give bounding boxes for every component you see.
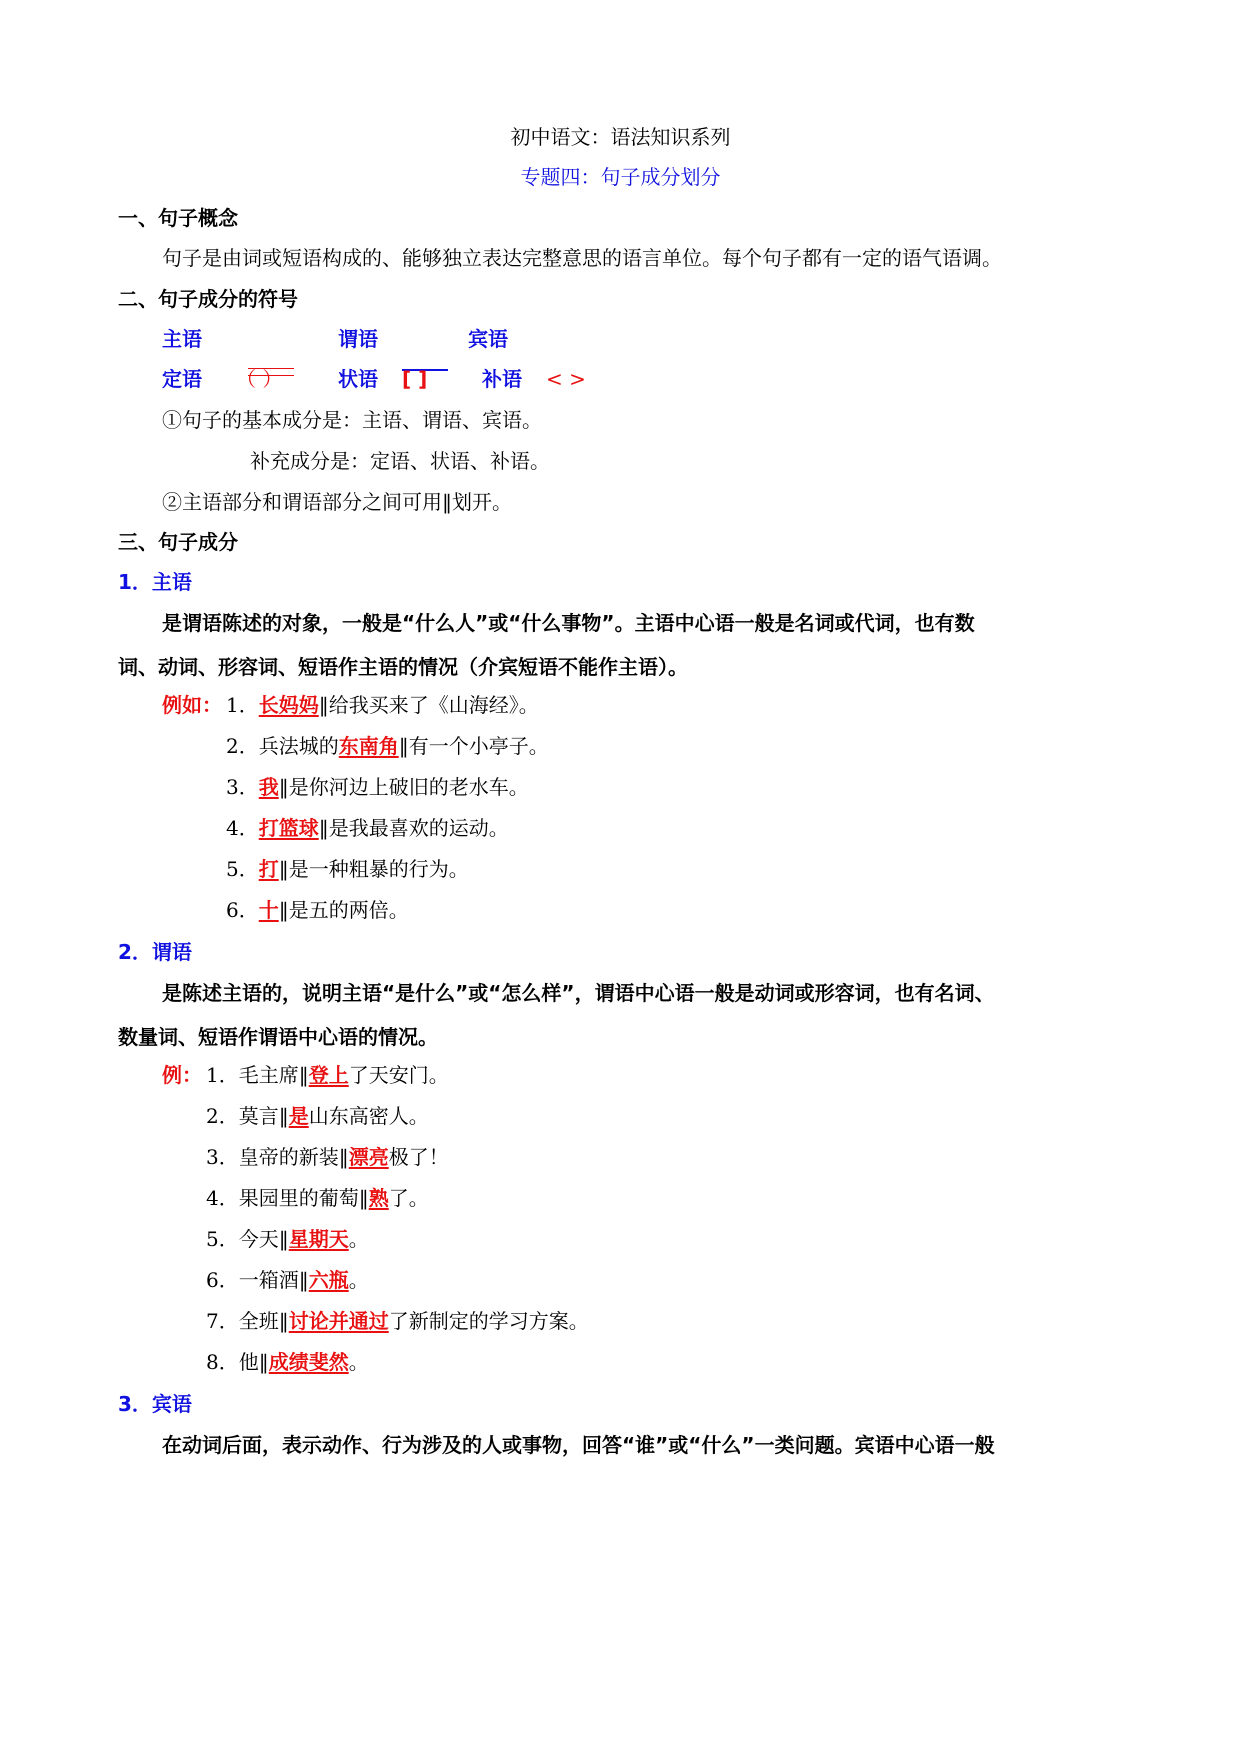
section-2-note-2: ②主语部分和谓语部分之间可用‖划开。 (162, 490, 512, 514)
predicate-example-key: 是 (288, 1104, 309, 1128)
doc-title: 初中语文：语法知识系列 (510, 125, 731, 149)
subject-example-key: 长妈妈 (258, 693, 319, 717)
subject-example-3: 3．我‖是你河边上破旧的老水车。 (226, 775, 529, 799)
subject-example-key: 打 (258, 857, 279, 881)
predicate-example-8: 8．他‖成绩斐然。 (206, 1350, 369, 1374)
subject-example-2: 2．兵法城的东南角‖有一个小亭子。 (226, 734, 549, 758)
symbol-predicate-label: 谓语 (338, 327, 378, 351)
predicate-example-key: 讨论并通过 (288, 1309, 389, 1333)
predicate-example-6: 6．一箱酒‖六瓶。 (206, 1268, 369, 1292)
subject-heading: 1．主语 (118, 570, 192, 594)
predicate-example-key: 星期天 (288, 1227, 349, 1251)
predicate-example-key: 熟 (368, 1186, 389, 1210)
predicate-example-key: 六瓶 (308, 1268, 349, 1292)
predicate-example-7: 7．全班‖讨论并通过了新制定的学习方案。 (206, 1309, 589, 1333)
subject-example-6: 6．十‖是五的两倍。 (226, 898, 409, 922)
object-desc-line-1: 在动词后面，表示动作、行为涉及的人或事物，回答“谁”或“什么”一类问题。宾语中心语一般 (162, 1433, 995, 1457)
predicate-example-key: 漂亮 (348, 1145, 389, 1169)
predicate-example-label: 例： (162, 1063, 202, 1087)
predicate-desc-line-1: 是陈述主语的，说明主语“是什么”或“怎么样”，谓语中心语一般是动词或形容词，也有名词、 (162, 981, 995, 1005)
section-2-note-1: ①句子的基本成分是：主语、谓语、宾语。 (162, 408, 542, 432)
section-1-heading: 一、句子概念 (118, 206, 238, 230)
subject-example-1: 1．长妈妈‖给我买来了《山海经》。 (226, 693, 539, 717)
subject-example-5: 5．打‖是一种粗暴的行为。 (226, 857, 469, 881)
symbol-attributive-label: 定语 (162, 367, 202, 391)
symbol-adverbial-label: 状语 (338, 367, 378, 391)
adverbial-symbol: [ ] (402, 367, 428, 391)
attributive-symbol: （ ） (236, 367, 283, 391)
subject-example-4: 4．打篮球‖是我最喜欢的运动。 (226, 816, 509, 840)
predicate-example-2: 2．莫言‖是山东高密人。 (206, 1104, 429, 1128)
complement-symbol: < > (546, 367, 586, 391)
subject-desc-line-1: 是谓语陈述的对象，一般是“什么人”或“什么事物”。主语中心语一般是名词或代词，也有数 (162, 611, 975, 635)
predicate-example-key: 登上 (308, 1063, 349, 1087)
predicate-example-1: 1．毛主席‖登上了天安门。 (206, 1063, 449, 1087)
section-2-note-1b: 补充成分是：定语、状语、补语。 (250, 449, 550, 473)
doc-subtitle: 专题四：句子成分划分 (520, 165, 721, 189)
predicate-desc-line-2: 数量词、短语作谓语中心语的情况。 (118, 1025, 438, 1049)
section-3-heading: 三、句子成分 (118, 530, 238, 554)
subject-example-key: 我 (258, 775, 279, 799)
predicate-example-key: 成绩斐然 (268, 1350, 349, 1374)
subject-desc-line-2: 词、动词、形容词、短语作主语的情况（介宾短语不能作主语）。 (118, 655, 688, 679)
section-1-body: 句子是由词或短语构成的、能够独立表达完整意思的语言单位。每个句子都有一定的语气语调。 (162, 246, 1002, 270)
subject-example-key: 打篮球 (258, 816, 319, 840)
symbol-subject-label: 主语 (162, 327, 202, 351)
subject-example-label: 例如： (162, 693, 222, 717)
predicate-example-5: 5．今天‖星期天。 (206, 1227, 369, 1251)
object-heading: 3．宾语 (118, 1392, 192, 1416)
predicate-example-4: 4．果园里的葡萄‖熟了。 (206, 1186, 429, 1210)
symbol-complement-label: 补语 (482, 367, 522, 391)
section-2-heading: 二、句子成分的符号 (118, 287, 298, 311)
subject-example-key: 东南角 (338, 734, 399, 758)
predicate-example-3: 3．皇帝的新装‖漂亮极了！ (206, 1145, 449, 1169)
symbol-object-label: 宾语 (468, 327, 508, 351)
predicate-heading: 2．谓语 (118, 940, 192, 964)
subject-example-key: 十 (258, 898, 279, 922)
